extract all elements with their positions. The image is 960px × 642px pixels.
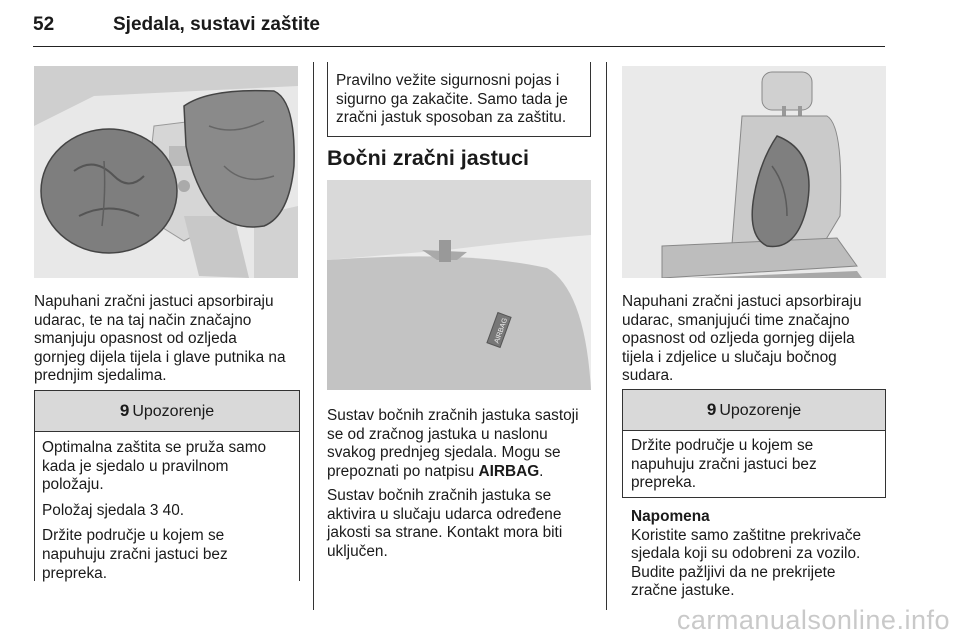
- text-line: Držite područje u kojem se: [42, 527, 225, 545]
- warning-text: [42, 439, 294, 583]
- text-line: Držite područje u kojem se: [631, 437, 814, 454]
- text-line: svakog prednjeg sjedala. Mogu se: [327, 444, 561, 462]
- page-number: 52: [33, 14, 55, 35]
- warning-header: [623, 390, 885, 431]
- warning-title: Upozorenje: [132, 403, 215, 420]
- text-line: tijela i zdjelice u slučaju bočnog: [622, 348, 837, 366]
- figure-side-airbag: [622, 66, 886, 278]
- text-line: gornjeg dijela tijela i glave putnika na: [34, 348, 286, 366]
- side-airbag-illustration: [622, 66, 886, 278]
- xref-text: Položaj sjedala: [42, 501, 150, 519]
- seat-label-illustration: [327, 180, 591, 390]
- text-line: sigurno ga zakačite. Samo tada je: [336, 90, 568, 108]
- col1-paragraph: [34, 293, 304, 386]
- warning-header: [35, 391, 299, 432]
- text-line: se od zračnog jastuka u naslonu: [327, 425, 548, 443]
- airbag-label-text: AIRBAG: [478, 462, 540, 480]
- text-line: Koristite samo zaštitne prekrivače: [631, 526, 862, 544]
- figure-front-airbags: [34, 66, 298, 278]
- column-divider-right: [606, 62, 607, 610]
- note-section: [631, 508, 891, 601]
- col3-paragraph: [622, 293, 892, 386]
- text-line: zračne jastuke.: [631, 582, 735, 600]
- watermark: carmanualsonline.info: [676, 605, 950, 635]
- section-heading: Bočni zračni jastuci: [327, 146, 529, 170]
- text-line: udarac, te na taj način značajno: [34, 311, 252, 329]
- airbag-seat-tag: AIRBAG: [493, 317, 510, 345]
- text-line: Sustav bočnih zračnih jastuka sastoji: [327, 407, 579, 424]
- warning-box-seat-position: [34, 390, 300, 581]
- warning-icon: 9: [119, 401, 130, 420]
- front-airbags-illustration: [34, 66, 298, 278]
- text-line: kada je sjedalo u pravilnom: [42, 457, 229, 475]
- text-line: sudara.: [622, 367, 674, 385]
- seatbelt-note-text: [336, 72, 588, 128]
- text-fragment: .: [539, 462, 544, 480]
- text-line: Napuhani zračni jastuci apsorbiraju: [622, 293, 862, 310]
- text-line: napuhuju zračni jastuci bez: [631, 455, 817, 473]
- text-line: prepreka.: [42, 564, 108, 582]
- text-line: položaju.: [42, 476, 104, 494]
- text-line: napuhuju zračni jastuci bez: [42, 545, 228, 563]
- col2-paragraph-2: [327, 487, 597, 561]
- text-line: uključen.: [327, 542, 388, 560]
- text-line: udarac, smanjujući time značajno: [622, 311, 850, 329]
- chapter-title: Sjedala, sustavi zaštite: [113, 14, 320, 35]
- column-divider-left: [313, 62, 314, 610]
- warning-box-side-airbag: [622, 389, 886, 498]
- text-line: Budite pažljivi da ne prekrijete: [631, 563, 836, 581]
- text-line: smanjuju opasnost od ozljeda: [34, 330, 237, 348]
- text-line: Sustav bočnih zračnih jastuka se: [327, 487, 552, 504]
- page-header: [33, 6, 885, 47]
- seatbelt-note-box: [327, 62, 591, 137]
- text-line: prepreka.: [631, 474, 697, 492]
- text-line: aktivira u slučaju udarca određene: [327, 505, 562, 523]
- text-line: prednjim sjedalima.: [34, 367, 167, 385]
- text-line: jakosti sa strane. Kontakt mora biti: [327, 524, 563, 542]
- page-arrow-icon: 3: [149, 501, 159, 519]
- xref-page[interactable]: 40.: [158, 501, 185, 519]
- col2-paragraph-1: [327, 407, 597, 481]
- text-fragment: prepoznati po natpisu: [327, 462, 479, 480]
- text-line: Optimalna zaštita se pruža samo: [42, 439, 267, 456]
- cross-reference: [42, 502, 294, 521]
- note-title: Napomena: [631, 508, 710, 525]
- text-line: sjedala koji su odobreni za vozilo.: [631, 545, 861, 563]
- warning-icon: 9: [706, 400, 717, 419]
- figure-seat-airbag-label: [327, 180, 591, 390]
- text-line: opasnost od ozljeda gornjeg dijela: [622, 330, 855, 348]
- text-line: [327, 463, 597, 482]
- text-line: Napuhani zračni jastuci apsorbiraju: [34, 293, 274, 310]
- text-line: zračni jastuk sposoban za zaštitu.: [336, 109, 567, 127]
- warning-text: [631, 437, 881, 493]
- warning-title: Upozorenje: [719, 402, 802, 419]
- text-line: Pravilno vežite sigurnosni pojas i: [336, 72, 560, 89]
